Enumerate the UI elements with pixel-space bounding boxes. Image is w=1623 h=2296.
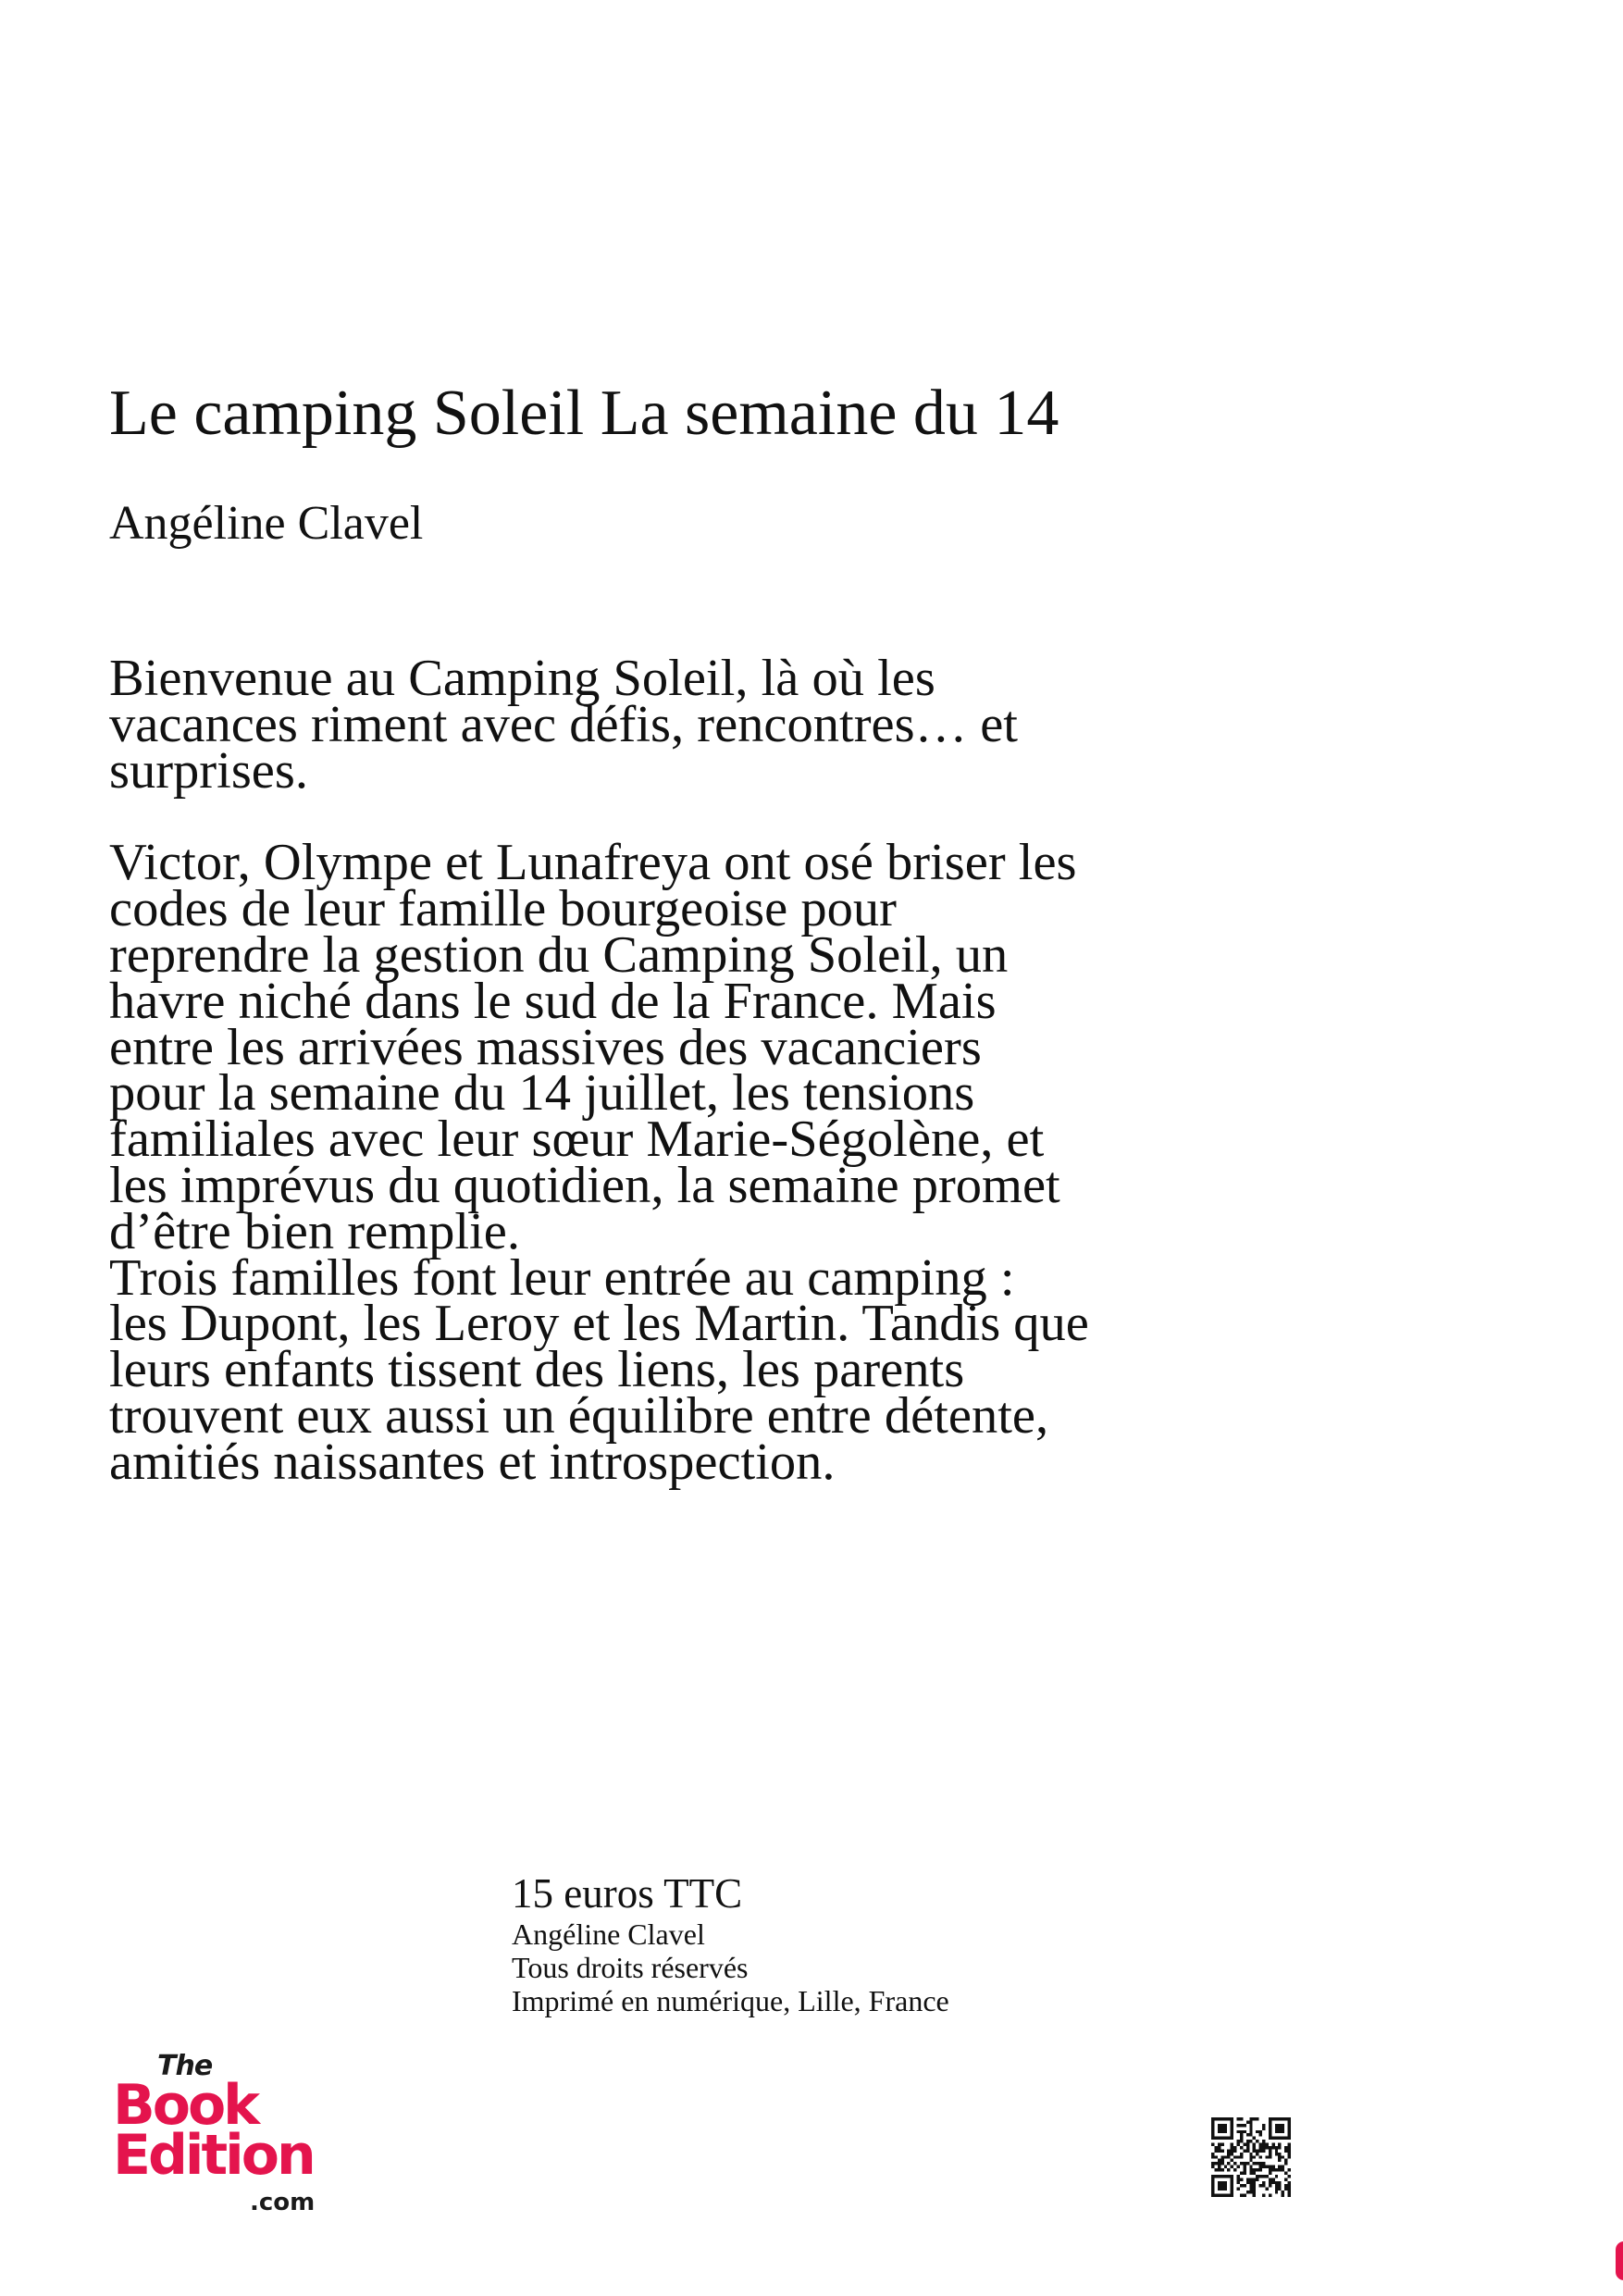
book-title: Le camping Soleil La semaine du 14 (109, 378, 1059, 449)
rights-notice: Tous droits réservés (512, 1951, 749, 1984)
blurb-paragraph: Trois familles font leur entrée au camping : les Dupont, les Leroy et les Martin. Tandis que leurs enfants tissent des liens, les parents trouvent eux aussi un équilibre entre détente, amitiés naissantes et introspection. (109, 1248, 1089, 1491)
price: 15 euros TTC (512, 1870, 743, 1917)
logo-edition: Edition (113, 2123, 314, 2188)
edge-mark (1616, 2241, 1623, 2280)
colophon-author: Angéline Clavel (512, 1917, 705, 1951)
back-cover-blurb (109, 650, 1238, 1491)
colophon (512, 1869, 949, 2017)
book-author: Angéline Clavel (109, 497, 424, 550)
logo-the: The (157, 2050, 213, 2082)
logo-book: Book (113, 2073, 258, 2138)
qr-code-icon (1211, 2117, 1291, 2197)
print-location: Imprimé en numérique, Lille, France (512, 1984, 949, 2017)
logo-com: .com (250, 2189, 316, 2216)
blurb-paragraph: Bienvenue au Camping Soleil, là où les vacances riment avec défis, rencontres… et surprises. (109, 650, 1018, 800)
blurb-paragraph: Victor, Olympe et Lunafreya ont osé briser les codes de leur famille bourgeoise pour reprendre la gestion du Camping Soleil, un havre niché dans le sud de la France. Mais entre les arrivées massives des vacanciers pour la semaine du 14 juillet, les tensions familiales avec leur sœur Marie-Ségolène, et les imprévus du quotidien, la semaine promet d’être bien remplie. (109, 834, 1077, 1260)
